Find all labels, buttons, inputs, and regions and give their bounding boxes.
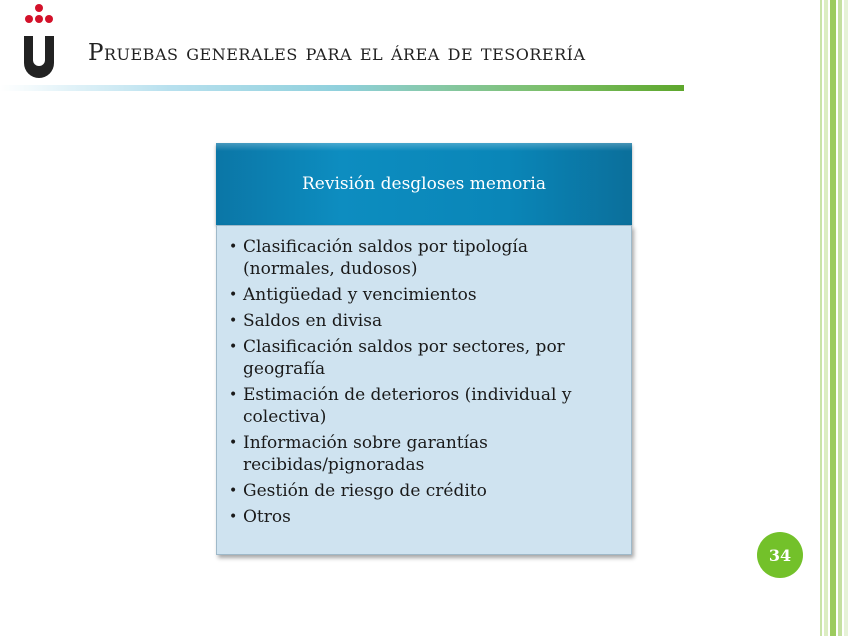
bullet-list xyxy=(217,226,631,528)
card-header xyxy=(216,143,632,225)
page-number-badge xyxy=(757,532,803,578)
slide-title: Pruebas generales para el área de tesorería xyxy=(88,40,586,66)
page-number: 34 xyxy=(768,545,792,565)
title-underline xyxy=(0,85,684,91)
university-logo-icon xyxy=(20,4,62,78)
list-item: • Antigüedad y vencimientos xyxy=(229,284,623,306)
card-body xyxy=(216,225,632,555)
list-item: • Información sobre garantías recibidas/pignoradas xyxy=(229,432,623,476)
list-item: • Estimación de deterioros (individual y colectiva) xyxy=(229,384,623,428)
list-item: • Clasificación saldos por sectores, por geografía xyxy=(229,336,623,380)
card-header-label: Revisión desgloses memoria xyxy=(301,174,547,194)
list-item: • Gestión de riesgo de crédito xyxy=(229,480,623,502)
list-item: • Clasificación saldos por tipología (normales, dudosos) xyxy=(229,236,623,280)
decorative-side-stripes xyxy=(818,0,848,636)
list-item: • Saldos en divisa xyxy=(229,310,623,332)
list-item: • Otros xyxy=(229,506,623,528)
